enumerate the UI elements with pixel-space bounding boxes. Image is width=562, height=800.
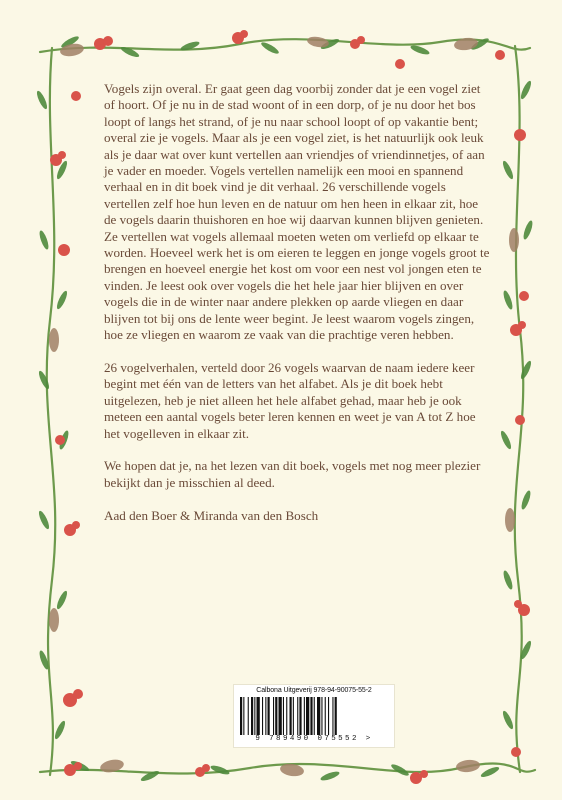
authors: Aad den Boer & Miranda van den Bosch: [104, 507, 319, 523]
barcode-digits: 9 789490 075552 >: [255, 735, 373, 743]
barcode-bar: [321, 697, 322, 735]
barcode-bar: [310, 697, 312, 735]
barcode-bar: [251, 697, 253, 735]
back-cover-text: [104, 81, 492, 540]
paragraph-intro: Vogels zijn overal. Er gaat geen dag voorbij zonder dat je een vogel ziet of hoort. Of je nu in de stad woont of in een dorp, of je nu door het bos loopt of langs het strand, of je nu naar school loopt of op vakantie bent; overal zie je vogels. Maar als je een vogel ziet, is het natuurlijk ook leuk als je daar wat over kunt vertellen aan vriendjes of vriendinnetjes, of aan je vader en moeder. Vogels vertellen namelijk een mooi en spannend verhaal en in dit boek vind je dit verhaal. 26 verschillende vogels vertellen zelf hoe hun leven en de natuur om hen heen in elkaar zit, hoe de vogels daarin thuishoren en hoe wij daarvan kunnen blijven genieten. Ze vertellen wat vogels allemaal moeten weten om verliefd op elkaar te worden. Hoeveel werk het is om eieren te leggen en jonge vogels groot te brengen en hoeveel energie het kost om voor een nest vol jongen eten te vinden. Je leest ook over vogels die het hele jaar hier blijven en over vogels die in de winter naar andere plekken op aarde vliegen en daar blijven tot bij ons de lente weer begint. Je leest waarom vogels zingen, hoe ze vliegen en waarom ze vaak van die prachtige veren hebben.: [104, 81, 490, 343]
barcode-bars: [240, 697, 388, 735]
barcode-bar: [328, 697, 329, 735]
barcode-bar: [297, 697, 298, 735]
barcode-bar: [335, 697, 337, 735]
barcode-bar: [332, 697, 333, 735]
barcode-bar: [290, 697, 292, 735]
barcode-bar: [243, 697, 244, 735]
paragraph-closing: We hopen dat je, na het lezen van dit boek, vogels met nog meer plezier bekijkt dan je misschien al deed.: [104, 458, 481, 490]
barcode-bar: [254, 697, 255, 735]
barcode-bar: [286, 697, 287, 735]
barcode-bar: [265, 697, 266, 735]
barcode-bar: [279, 697, 282, 735]
barcode-bar: [283, 697, 284, 735]
barcode-bar: [293, 697, 294, 735]
barcode-bar: [314, 697, 315, 735]
barcode-bar: [268, 697, 270, 735]
barcode-bar: [317, 697, 320, 735]
isbn-barcode: [233, 684, 395, 748]
barcode-bar: [248, 697, 249, 735]
barcode-bar: [257, 697, 260, 735]
barcode-publisher-isbn: Calbona Uitgeverij 978-94-90075-55-2: [256, 687, 372, 694]
barcode-bar: [275, 697, 277, 735]
barcode-bar: [273, 697, 274, 735]
paragraph-alphabet: 26 vogelverhalen, verteld door 26 vogels waarvan de naam iedere keer begint met één van de letters van het alfabet. Als je dit boek hebt uitgelezen, heb je niet alleen het hele alfabet gehad, maar heb je ook meteen een aantal vogels beter leren kennen en weet je van A tot Z hoe het vogelleven in elkaar zit.: [104, 359, 476, 441]
barcode-bar: [299, 697, 301, 735]
barcode-bar: [240, 697, 242, 735]
barcode-bar: [306, 697, 309, 735]
barcode-bar: [304, 697, 305, 735]
barcode-bar: [262, 697, 263, 735]
barcode-bar: [325, 697, 326, 735]
